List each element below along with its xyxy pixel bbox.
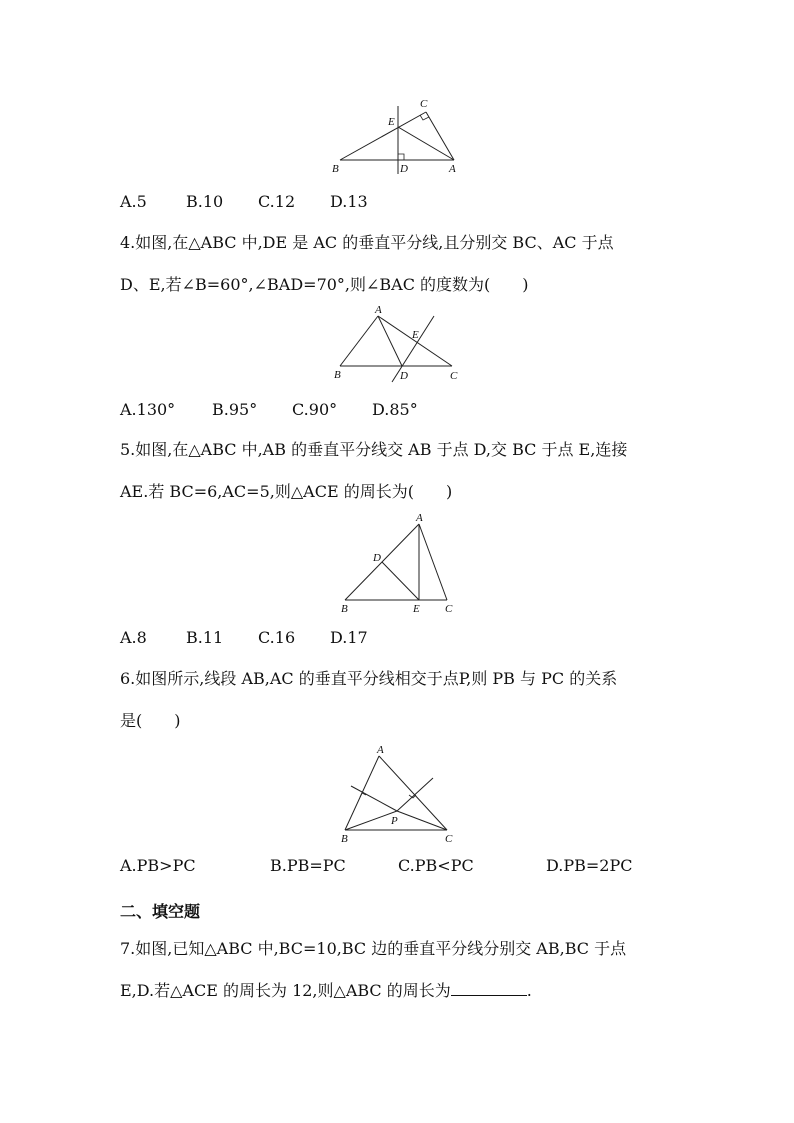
q7-line2-end: . xyxy=(526,981,532,1000)
label-A: A xyxy=(416,512,423,524)
label-A: A xyxy=(375,304,382,316)
q5-option-b[interactable]: B.11 xyxy=(186,628,224,647)
label-A: A xyxy=(377,744,384,756)
answer-blank[interactable] xyxy=(451,981,527,996)
q7-line1: 7.如图,已知△ABC 中,BC=10,BC 边的垂直平分线分别交 AB,BC 于点 xyxy=(120,939,627,958)
figure-q6-svg xyxy=(335,742,465,846)
q5-stem xyxy=(120,429,680,513)
q4-option-c[interactable]: C.90° xyxy=(292,400,338,419)
label-B: B xyxy=(341,603,348,615)
q6-option-d[interactable]: D.PB=2PC xyxy=(546,856,633,875)
label-B: B xyxy=(332,163,339,175)
figure-q5-svg xyxy=(335,512,465,614)
q7-stem xyxy=(120,928,680,1012)
q3-option-b[interactable]: B.10 xyxy=(186,192,224,211)
q5-option-d[interactable]: D.17 xyxy=(330,628,368,647)
label-E: E xyxy=(412,329,419,341)
label-B: B xyxy=(334,369,341,381)
figure-q3 xyxy=(330,98,470,180)
q3-option-d[interactable]: D.13 xyxy=(330,192,368,211)
section-title: 二、填空题 xyxy=(120,902,201,921)
q6-option-c[interactable]: C.PB<PC xyxy=(398,856,474,875)
q6-stem xyxy=(120,658,680,742)
q4-option-a[interactable]: A.130° xyxy=(120,400,176,419)
figure-q4-svg xyxy=(330,304,470,386)
figure-q4 xyxy=(330,304,470,386)
q6-line1: 6.如图所示,线段 AB,AC 的垂直平分线相交于点P,则 PB 与 PC 的关系 xyxy=(120,669,618,688)
q6-line2: 是( ) xyxy=(120,711,181,730)
q5-line2: AE.若 BC=6,AC=5,则△ACE 的周长为( ) xyxy=(120,482,453,501)
label-D: D xyxy=(400,163,408,175)
q4-line1: 4.如图,在△ABC 中,DE 是 AC 的垂直平分线,且分别交 BC、AC 于点 xyxy=(120,233,614,252)
q4-option-b[interactable]: B.95° xyxy=(212,400,258,419)
q3-option-c[interactable]: C.12 xyxy=(258,192,296,211)
label-C: C xyxy=(420,98,428,110)
label-C: C xyxy=(445,833,453,845)
q4-option-d[interactable]: D.85° xyxy=(372,400,418,419)
q5-option-c[interactable]: C.16 xyxy=(258,628,296,647)
label-A: A xyxy=(449,163,456,175)
q7-line2: E,D.若△ACE 的周长为 12,则△ABC 的周长为 xyxy=(120,981,451,1000)
q5-line1: 5.如图,在△ABC 中,AB 的垂直平分线交 AB 于点 D,交 BC 于点 E,连接 xyxy=(120,440,628,459)
label-D: D xyxy=(373,552,381,564)
label-B: B xyxy=(341,833,348,845)
q3-option-a[interactable]: A.5 xyxy=(120,192,147,211)
label-C: C xyxy=(450,370,458,382)
q6-option-b[interactable]: B.PB=PC xyxy=(270,856,346,875)
figure-q6 xyxy=(335,742,465,846)
q4-stem xyxy=(120,222,680,306)
q6-option-a[interactable]: A.PB>PC xyxy=(120,856,196,875)
label-P: P xyxy=(391,815,398,827)
q5-option-a[interactable]: A.8 xyxy=(120,628,147,647)
label-D: D xyxy=(400,370,408,382)
figure-q5 xyxy=(335,512,465,614)
q4-line2: D、E,若∠B=60°,∠BAD=70°,则∠BAC 的度数为( ) xyxy=(120,275,529,294)
figure-q3-svg xyxy=(330,98,470,180)
label-E: E xyxy=(413,603,420,615)
label-C: C xyxy=(445,603,453,615)
label-E: E xyxy=(388,116,395,128)
